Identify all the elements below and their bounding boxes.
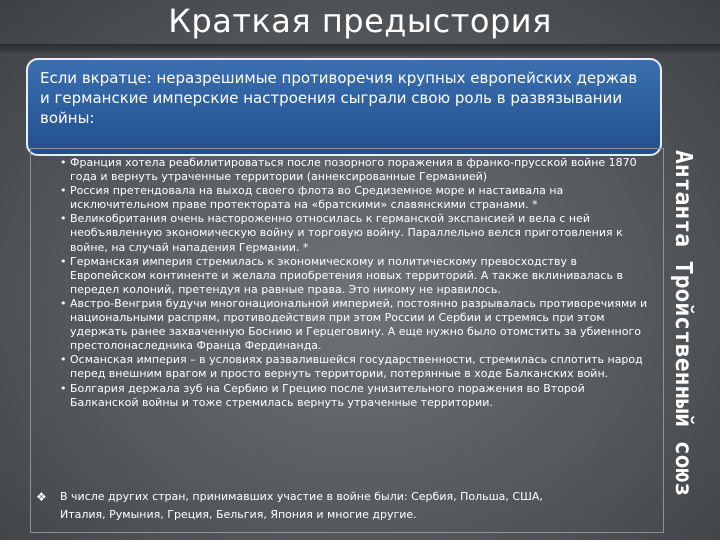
list-item-text: Австро-Венгрия будучи многонациональной империей, постоянно разрывалась противоречиями и национальными распрям, противодействия при этом России и Сербии и стремясь при этом удержать ранее захваченную Боснию и Герцеговину. А еще нужно было отомстить за убиенного престолонаследника Франца Фердинанда. bbox=[70, 296, 648, 353]
bullet-icon: • bbox=[60, 254, 67, 268]
list-item-text: Болгария держала зуб на Сербию и Грецию после унизительного поражения во Второй Балканской войны и тоже стремилась вернуть утраченные территории. bbox=[70, 381, 585, 409]
summary-banner bbox=[26, 58, 662, 156]
bullet-icon: • bbox=[60, 156, 67, 169]
reasons-list bbox=[60, 156, 654, 410]
slide-title: Краткая предыстория bbox=[168, 2, 552, 40]
triple-alliance-text: Тройственный союз bbox=[670, 260, 696, 497]
other-participants-line-2: Италия, Румыния, Греция, Бельгия, Япония и многие другие. bbox=[60, 508, 417, 521]
list-item-text: Великобритания очень настороженно относилась к германской экспансией и вела с ней необъявленную экономическую войну и торговую войну. Параллельно велся приготовления к войне, на случай нападения Германии. * bbox=[70, 212, 623, 254]
other-participants-line-1: В числе других стран, принимавших участие в войне были: Сербия, Польша, США, bbox=[60, 490, 543, 503]
list-item bbox=[60, 156, 654, 184]
diamond-bullet-icon: ❖ bbox=[36, 490, 47, 504]
list-item-text: Франция хотела реабилитироваться после позорного поражения в франко-прусской войне 1870 года и вернуть утраченные территории (аннексированные Германией) bbox=[70, 156, 637, 184]
bullet-icon: • bbox=[60, 381, 67, 395]
list-item-text: Германская империя стремилась к экономическому и политическому превосходству в Европейском континенте и желала приобретения новых территорий. А также вклинивалась в передел колоний, претендуя на равные права. Это никому не нравилось. bbox=[70, 254, 623, 296]
side-label-entente bbox=[670, 150, 696, 496]
title-divider bbox=[0, 44, 720, 56]
list-item bbox=[60, 212, 654, 254]
bullet-icon: • bbox=[60, 184, 67, 198]
other-participants bbox=[36, 488, 656, 524]
entente-text: Антанта bbox=[670, 150, 696, 247]
list-item-text: Османская империя – в условиях развалившейся государственности, стремилась сплотить народ перед внешним врагом и просто вернуть территории, потерянные в ходе Балканских войн. bbox=[70, 353, 643, 381]
list-item bbox=[60, 255, 654, 297]
list-item bbox=[60, 297, 654, 353]
list-item-text: Россия претендовала на выход своего флота во Средиземное море и настаивала на исключительном праве протектората на «братскими» славянскими странами. * bbox=[70, 184, 564, 212]
bullet-icon: • bbox=[60, 296, 67, 310]
list-item bbox=[60, 382, 654, 410]
bullet-icon: • bbox=[60, 212, 67, 226]
list-item bbox=[60, 184, 654, 212]
bullet-icon: • bbox=[60, 353, 67, 367]
side-labels bbox=[670, 150, 702, 520]
list-item bbox=[60, 353, 654, 381]
summary-text: Если вкратце: неразрешимые противоречия крупных европейских держав и германские имперские настроения сыграли свою роль в развязывании войны: bbox=[40, 69, 638, 127]
